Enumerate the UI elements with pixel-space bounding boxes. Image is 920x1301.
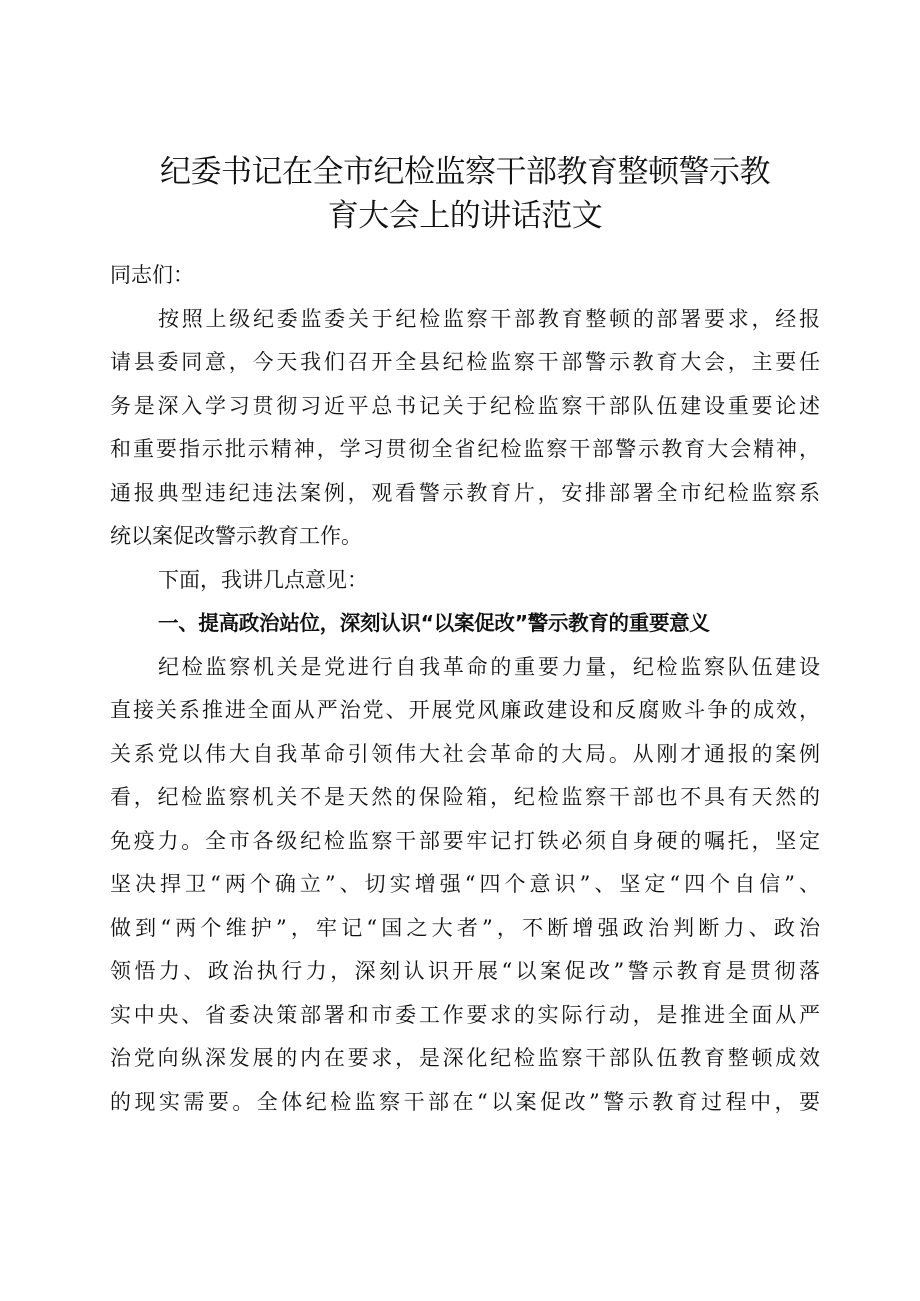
paragraph-line: 请县委同意，今天我们召开全县纪检监察干部警示教育大会，主要任 (110, 350, 820, 374)
title-line-1: 纪委书记在全市纪检监察干部教育整顿警示教 (160, 154, 770, 190)
paragraph-line: 治党向纵深发展的内在要求，是深化纪检监察干部队伍教育整顿成效 (110, 1046, 820, 1070)
paragraph-transition (110, 559, 820, 603)
paragraph-intro (110, 298, 820, 559)
salutation: 同志们： (110, 263, 194, 287)
paragraph-line: 做到“两个维护”，牢记“国之大者”，不断增强政治判断力、政治 (110, 915, 820, 940)
paragraph-line: 务是深入学习贯彻习近平总书记关于纪检监察干部队伍建设重要论述 (110, 393, 820, 418)
paragraph-line: 关系党以伟大自我革命引领伟大社会革命的大局。从刚才通报的案例 (110, 741, 820, 766)
paragraph-line: 和重要指示批示精神，学习贯彻全省纪检监察干部警示教育大会精神， (110, 437, 820, 461)
paragraph-line: 的现实需要。全体纪检监察干部在“以案促改”警示教育过程中，要 (110, 1089, 820, 1114)
paragraph-section-1 (110, 646, 820, 1125)
paragraph-line: 纪检监察机关是党进行自我革命的重要力量，纪检监察队伍建设 (158, 654, 820, 679)
paragraph-line: 直接关系推进全面从严治党、开展党风廉政建设和反腐败斗争的成效， (110, 698, 820, 722)
paragraph-line: 通报典型违纪违法案例，观看警示教育片，安排部署全市纪检监察系 (110, 480, 820, 505)
paragraph-line: 下面，我讲几点意见： (158, 567, 368, 592)
paragraph-line: 领悟力、政治执行力，深刻认识开展“以案促改”警示教育是贯彻落 (110, 959, 820, 983)
paragraph-line: 看，纪检监察机关不是天然的保险箱，纪检监察干部也不具有天然的 (110, 785, 820, 809)
document-title (110, 150, 820, 238)
title-line-2: 育大会上的讲话范文 (327, 198, 603, 234)
paragraph-line: 坚决捍卫“两个确立”、切实增强“四个意识”、坚定“四个自信”、 (110, 872, 820, 896)
document-page (110, 150, 820, 1124)
paragraph-line: 统以案促改警示教育工作。 (110, 524, 362, 548)
paragraph-line: 按照上级纪委监委关于纪检监察干部教育整顿的部署要求，经报 (158, 306, 820, 331)
paragraph-line: 实中央、省委决策部署和市委工作要求的实际行动，是推进全面从严 (110, 1002, 820, 1027)
section-heading-1: 一、提高政治站位，深刻认识“以案促改”警示教育的重要意义 (158, 611, 710, 635)
paragraph-line: 免疫力。全市各级纪检监察干部要牢记打铁必须自身硬的嘱托，坚定 (110, 828, 820, 853)
